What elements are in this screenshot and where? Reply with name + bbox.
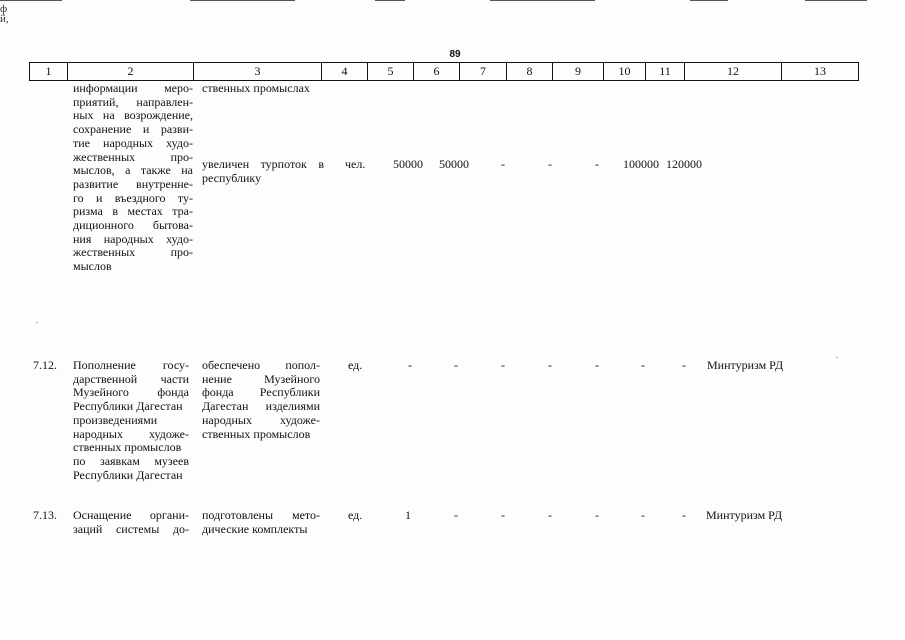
value-col7: - xyxy=(501,358,505,372)
column-header: 5 xyxy=(368,63,414,81)
result-7-13 xyxy=(202,509,320,536)
scan-edge-line xyxy=(190,0,295,1)
text-line: ризма в местах тра- xyxy=(73,204,193,219)
text-line: Дагестан изделиями xyxy=(202,399,320,414)
unit-value: чел. xyxy=(345,157,366,171)
responsible-org-7-13: Минтуризм РД xyxy=(706,508,783,522)
scan-edge-line xyxy=(0,0,62,1)
text-line: республику xyxy=(202,170,262,185)
text-line: жественных про- xyxy=(73,149,193,164)
value-col11: - xyxy=(682,508,686,522)
column-header: 8 xyxy=(507,63,553,81)
responsible-org-7-12: Минтуризм РД xyxy=(707,358,784,372)
column-header: 12 xyxy=(685,63,782,81)
value-col9: - xyxy=(595,157,599,171)
column-header: 6 xyxy=(414,63,460,81)
measure-description-7-12 xyxy=(73,359,189,482)
column-header: 9 xyxy=(553,63,604,81)
text-line: Республики Дагестан xyxy=(73,399,183,414)
scan-speck xyxy=(36,322,38,323)
column-header: 2 xyxy=(68,63,194,81)
value-col11: - xyxy=(682,358,686,372)
text-line: мыслов xyxy=(73,259,112,274)
text-line: тие народных худо- xyxy=(73,135,193,150)
column-header: 3 xyxy=(194,63,322,81)
scan-speck xyxy=(836,357,838,358)
row-number-7-12: 7.12. xyxy=(33,358,57,372)
value-col10: - xyxy=(641,358,645,372)
text-line: сохранение и разви- xyxy=(73,122,193,137)
value-col6: - xyxy=(454,358,458,372)
margin-marks xyxy=(0,4,9,24)
value-col10: 100000 xyxy=(623,157,659,171)
column-header: 1 xyxy=(30,63,68,81)
text-line: произведениями xyxy=(73,412,158,427)
text-line: Республики Дагестан xyxy=(73,467,183,482)
value-col9: - xyxy=(595,508,599,522)
column-header: 10 xyxy=(604,63,646,81)
text-line: народных художе- xyxy=(73,426,189,441)
text-line: ственных промыслов xyxy=(73,440,182,455)
unit-7-12: ед. xyxy=(348,358,363,372)
measure-description-7-13 xyxy=(73,509,189,536)
text-line: приятий, направлен- xyxy=(73,94,193,109)
value-col7: - xyxy=(501,157,505,171)
text-line: ния народных худо- xyxy=(73,231,193,246)
text-line: увеличен турпоток в xyxy=(202,157,324,171)
value-col6: - xyxy=(454,508,458,522)
text-line: го и въездного ту- xyxy=(73,190,193,205)
value-col7: - xyxy=(501,508,505,522)
column-number-header xyxy=(29,62,859,81)
value-col8: - xyxy=(548,508,552,522)
value-col5: 50000 xyxy=(393,157,423,171)
value-col5: 1 xyxy=(405,508,411,522)
result-7-12 xyxy=(202,359,320,441)
text-line: нение Музейного xyxy=(202,371,320,386)
text-line: развитие внутренне- xyxy=(73,176,193,191)
text-line: заций системы до- xyxy=(73,521,189,536)
scan-edge-line xyxy=(805,0,867,1)
margin-mark: й, xyxy=(0,13,9,25)
text-line: дические комплекты xyxy=(202,521,308,536)
text-line: подготовлены мето- xyxy=(202,508,320,522)
continued-result-top: ственных промыслах xyxy=(202,81,310,95)
text-line: диционного бытова- xyxy=(73,218,193,233)
page-number: 89 xyxy=(449,49,461,60)
column-header: 13 xyxy=(782,63,859,81)
text-line: Музейного фонда xyxy=(73,385,189,400)
continued-measure-description xyxy=(73,82,193,274)
value-col10: - xyxy=(641,508,645,522)
value-col9: - xyxy=(595,358,599,372)
row-number-7-13: 7.13. xyxy=(33,508,57,522)
text-line: Оснащение органи- xyxy=(73,508,189,522)
value-col5: - xyxy=(408,358,412,372)
column-header: 7 xyxy=(460,63,507,81)
value-col8: - xyxy=(548,358,552,372)
text-line: мыслов, а также на xyxy=(73,163,193,178)
value-col6: 50000 xyxy=(439,157,469,171)
continued-result xyxy=(202,158,324,185)
value-col8: - xyxy=(548,157,552,171)
text-line: по заявкам музеев xyxy=(73,453,189,468)
text-line: Пополнение госу- xyxy=(73,358,189,372)
text-line: дарственной части xyxy=(73,371,189,386)
scan-edge-line xyxy=(690,0,728,1)
text-line: ных на возрождение, xyxy=(73,108,193,123)
text-line: обеспечено попол- xyxy=(202,358,320,372)
scan-edge-line xyxy=(490,0,595,1)
value-col11: 120000 xyxy=(666,157,702,171)
unit-7-13: ед. xyxy=(348,508,363,522)
column-header: 4 xyxy=(322,63,368,81)
text-line: народных художе- xyxy=(202,412,320,427)
scan-edge-line xyxy=(375,0,405,1)
text-line: информации меро- xyxy=(73,81,193,95)
text-line: жественных про- xyxy=(73,245,193,260)
column-header: 11 xyxy=(646,63,685,81)
text-line: ственных промыслов xyxy=(202,426,311,441)
text-line: фонда Республики xyxy=(202,385,320,400)
margin-mark: ф xyxy=(0,3,8,15)
